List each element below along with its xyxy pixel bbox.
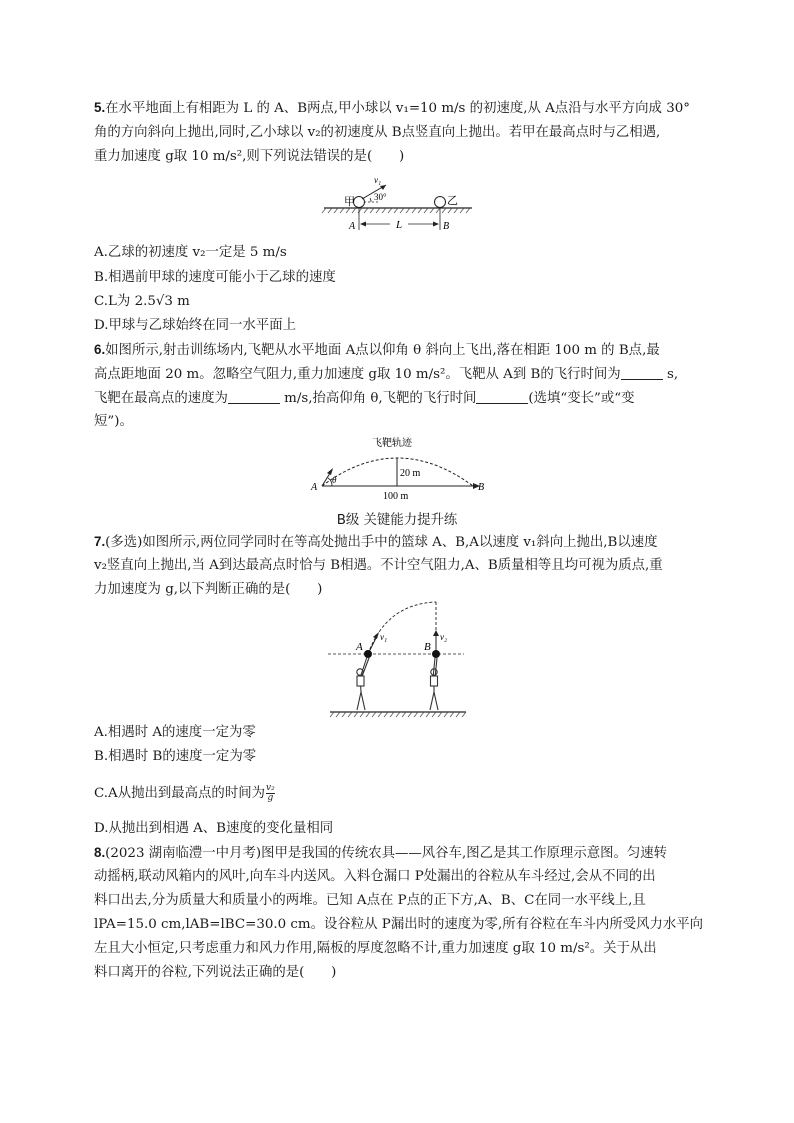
label-v1: v₁ xyxy=(374,175,382,185)
student-B xyxy=(430,658,438,710)
q8-line1: 8.(2023 湖南临澧一中月考)图甲是我国的传统农具——风谷车,图乙是其工作原理示意图。匀速转 xyxy=(94,845,668,861)
q5-option-b: B.相遇前甲球的速度可能小于乙球的速度 xyxy=(94,270,336,285)
q5-figure xyxy=(318,168,478,234)
q6-number: 6. xyxy=(94,342,106,357)
q7-line1: 7.(多选)如图所示,两位同学同时在等高处抛出手中的篮球 A、B,A以速度 v₁斜向上抛出,B以速度 xyxy=(94,534,658,550)
q5-line1: 5.在水平地面上有相距为 L 的 A、B两点,甲小球以 v₁=10 m/s 的初速度,从 A点沿与水平方向成 30° xyxy=(94,100,690,116)
q8-line5: 左且大小恒定,只考虑重力和风力作用,隔板的厚度忽略不计,重力加速度 g取 10 m/s²。关于从出 xyxy=(94,941,657,956)
q5-option-d: D.甲球与乙球始终在同一水平面上 xyxy=(94,318,296,333)
q5-number: 5. xyxy=(94,100,106,115)
ball-yi xyxy=(435,197,446,208)
label-B: B xyxy=(424,641,431,653)
q8-line6: 料口离开的谷粒,下列说法正确的是( ) xyxy=(94,965,337,980)
label-L: L xyxy=(396,219,403,231)
label-B: B xyxy=(478,482,485,493)
q5-line3: 重力加速度 g取 10 m/s²,则下列说法错误的是( ) xyxy=(94,149,405,164)
label-A: A xyxy=(356,641,363,653)
q7-option-c: C.A从抛出到最高点的时间为 $\frac{\text{v₂}}{g}$ xyxy=(94,783,275,803)
q7-line2: v₂竖直向上抛出,当 A到达最高点时恰与 B相遇。不计空气阻力,A、B质量相等且均可视为质点,重 xyxy=(94,558,663,573)
ball-B xyxy=(432,650,440,658)
q6-line4: 短”)。 xyxy=(94,414,133,429)
q6-line1: 6.如图所示,射击训练场内,飞靶从水平地面 A点以仰角 θ 斜向上飞出,落在相距 100 m 的 B点,最 xyxy=(94,342,660,358)
label-B: B xyxy=(443,221,450,232)
q5-option-a: A.乙球的初速度 v₂一定是 5 m/s xyxy=(94,245,287,260)
q8-line4: lPA=15.0 cm,lAB=lBC=30.0 cm。设谷粒从 P漏出时的速度为零,所有谷粒在车斗内所受风力水平向 xyxy=(94,917,704,932)
fraction-v2-over-g: $\frac{\text{v₂}}{g}$ xyxy=(266,783,275,803)
label-yi: 乙 xyxy=(447,195,458,207)
q7-option-d: D.从抛出到相遇 A、B速度的变化量相同 xyxy=(94,821,334,836)
label-theta: θ xyxy=(332,475,337,485)
q6-line3: 飞靶在最高点的速度为 m/s,抬高仰角 θ,飞靶的飞行时间 (选填“变长”或“变 xyxy=(94,391,635,406)
q6-blank-change[interactable] xyxy=(476,389,528,404)
level-b-heading: B级 关键能力提升练 xyxy=(336,513,458,528)
q6-blank-time[interactable] xyxy=(621,365,663,380)
label-distance: 100 m xyxy=(383,491,409,502)
label-A: A xyxy=(311,482,318,493)
label-v2: v₂ xyxy=(440,632,448,642)
q6-blank-speed[interactable] xyxy=(228,389,280,404)
label-height: 20 m xyxy=(400,468,421,479)
student-A xyxy=(357,657,369,710)
q5-line2: 角的方向斜向上抛出,同时,乙小球以 v₂的初速度从 B点竖直向上抛出。若甲在最高点时与乙相遇, xyxy=(94,125,661,140)
q7-number: 7. xyxy=(94,534,106,549)
q7-option-a: A.相遇时 A的速度一定为零 xyxy=(94,725,256,740)
q8-number: 8. xyxy=(94,845,106,860)
q5-option-c: C.L为 2.5√3 m xyxy=(94,294,190,309)
label-angle: 30° xyxy=(374,192,387,202)
q8-line2: 动摇柄,联动风箱内的风叶,向车斗内送风。入料仓漏口 P处漏出的谷粒从车斗经过,会从不同的出 xyxy=(94,869,656,884)
q7-option-b: B.相遇时 B的速度一定为零 xyxy=(94,749,257,764)
q7-figure xyxy=(326,596,468,718)
q7-line3: 力加速度为 g,以下判断正确的是( ) xyxy=(94,582,323,597)
trajectory-title: 飞靶轨迹 xyxy=(372,438,412,449)
q8-line3: 料口出去,分为质量大和质量小的两堆。已知 A点在 P点的正下方,A、B、C在同一水平线上,且 xyxy=(94,893,646,908)
label-jia: 甲 xyxy=(344,196,355,208)
label-A: A xyxy=(349,221,356,232)
q6-figure xyxy=(310,432,490,504)
ball-A xyxy=(364,650,372,658)
label-v1: v₁ xyxy=(380,632,388,642)
q6-line2: 高点距地面 20 m。忽略空气阻力,重力加速度 g取 10 m/s²。飞靶从 A到 B的飞行时间为 s, xyxy=(94,367,679,382)
